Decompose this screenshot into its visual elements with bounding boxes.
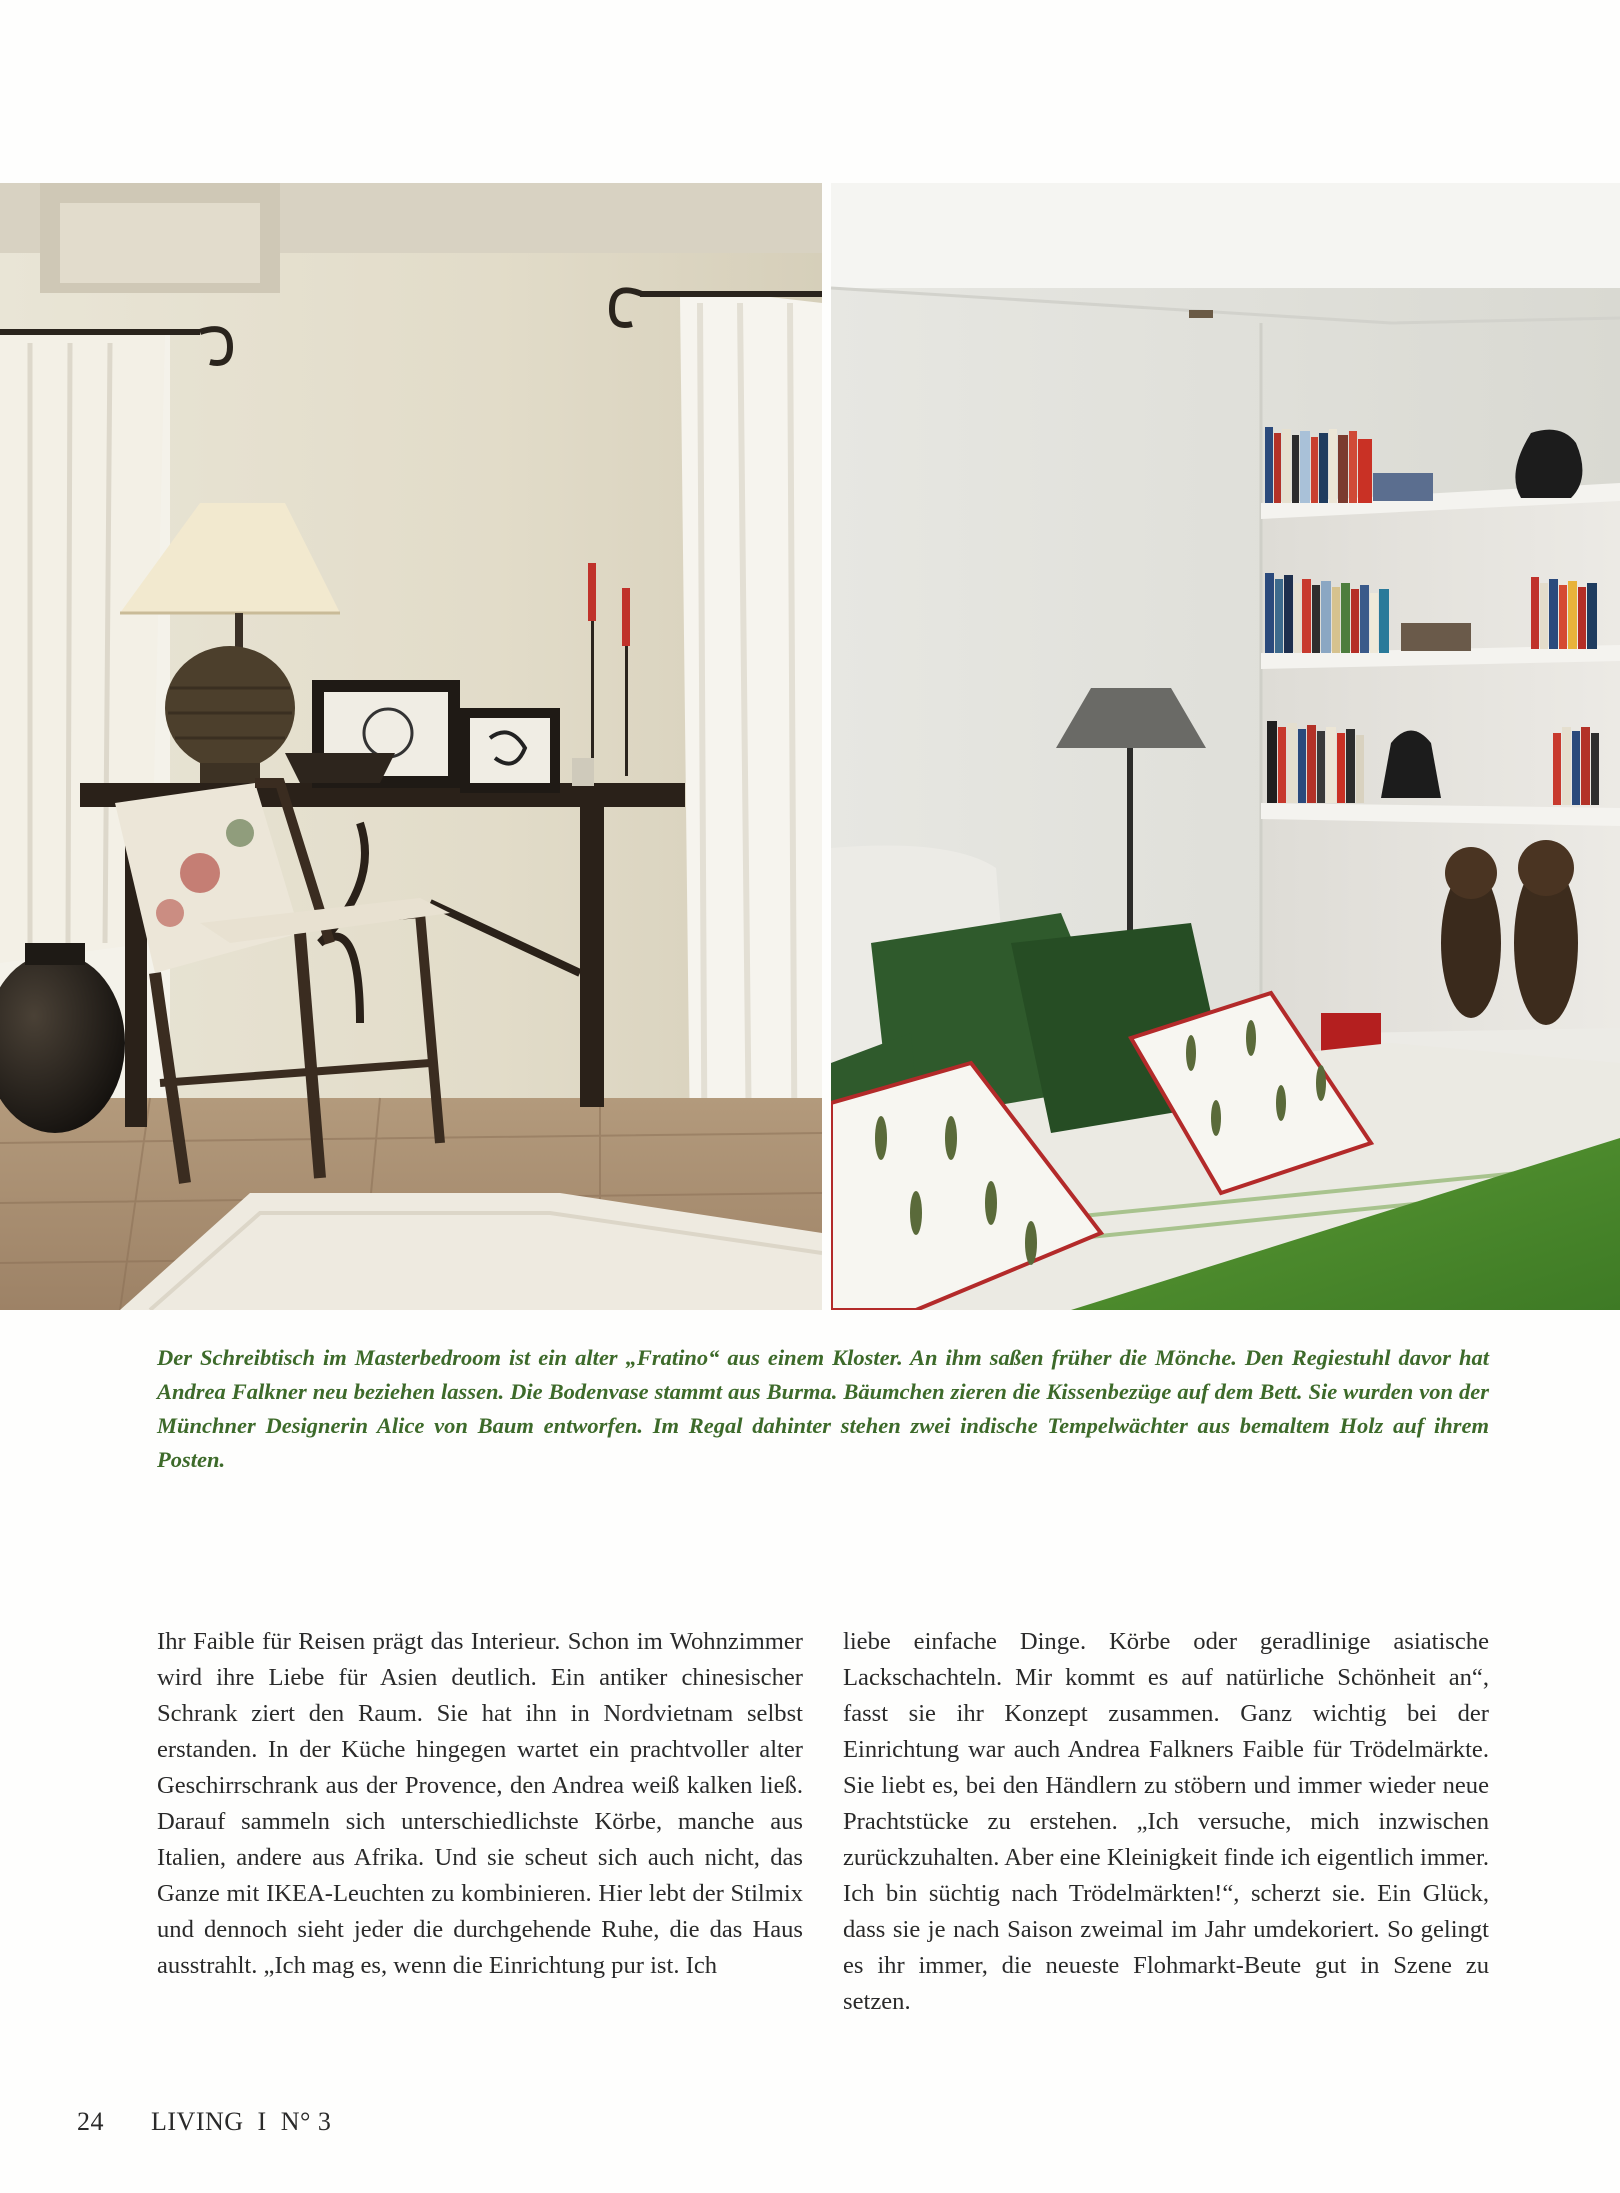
page-number: 24 — [77, 2107, 104, 2136]
photo-desk-masterbedroom — [0, 183, 822, 1310]
footer-separator: I — [257, 2107, 267, 2136]
page-footer — [77, 2107, 331, 2137]
photo-bed-shelves — [831, 183, 1620, 1310]
photo-caption: Der Schreibtisch im Masterbedroom ist ein alter „Fratino“ aus einem Kloster. An ihm saßen früher die Mönche. Den Regiestuhl davor hat Andrea Falkner neu beziehen lassen. Die Bodenvase stammt aus Burma. Bäumchen zieren die Kissenbezüge auf dem Bett. Sie wurden von der Münchner Designerin Alice von Baum entworfen. Im Regal dahinter stehen zwei indische Tempelwächter aus bemaltem Holz auf ihrem Posten. — [157, 1345, 1489, 1472]
magazine-name: LIVING — [151, 2107, 244, 2136]
issue-number: N° 3 — [280, 2107, 332, 2136]
body-text-left-column: Ihr Faible für Reisen prägt das Interieur. Schon im Wohnzimmer wird ihre Liebe für Asien deutlich. Ein antiker chinesischer Schrank ziert den Raum. Sie hat ihn in Nordvietnam selbst erstanden. In der Küche hingegen wartet ein prachtvoller alter Geschirrschrank aus der Provence, den Andrea weiß kalken ließ. Darauf sammeln sich unterschiedlichste Körbe, manche aus Italien, andere aus Afrika. Und sie scheut sich auch nicht, das Ganze mit IKEA-Leuchten zu kombinieren. Hier lebt der Stilmix und dennoch sieht jeder die durchgehende Ruhe, die das Haus ausstrahlt. „Ich mag es, wenn die Einrichtung pur ist. Ich — [157, 1628, 803, 1979]
body-text-right-column: liebe einfache Dinge. Körbe oder geradlinige asiatische Lackschachteln. Mir kommt es auf natürliche Schönheit an“, fasst sie ihr Konzept zusammen. Ganz wichtig bei der Einrichtung war auch Andrea Falkners Faible für Trödelmärkte. Sie liebt es, bei den Händlern zu stöbern und immer wieder neue Prachtstücke zu erstehen. „Ich versuche, mich inzwischen zurückzuhalten. Aber eine Kleinigkeit finde ich eigentlich immer. Ich bin süchtig nach Trödelmärkten!“, scherzt sie. Ein Glück, dass sie je nach Saison zweimal im Jahr umdekoriert. So gelingt es ihr immer, die neueste Flohmarkt-Beute gut in Szene zu setzen. — [843, 1628, 1489, 2015]
